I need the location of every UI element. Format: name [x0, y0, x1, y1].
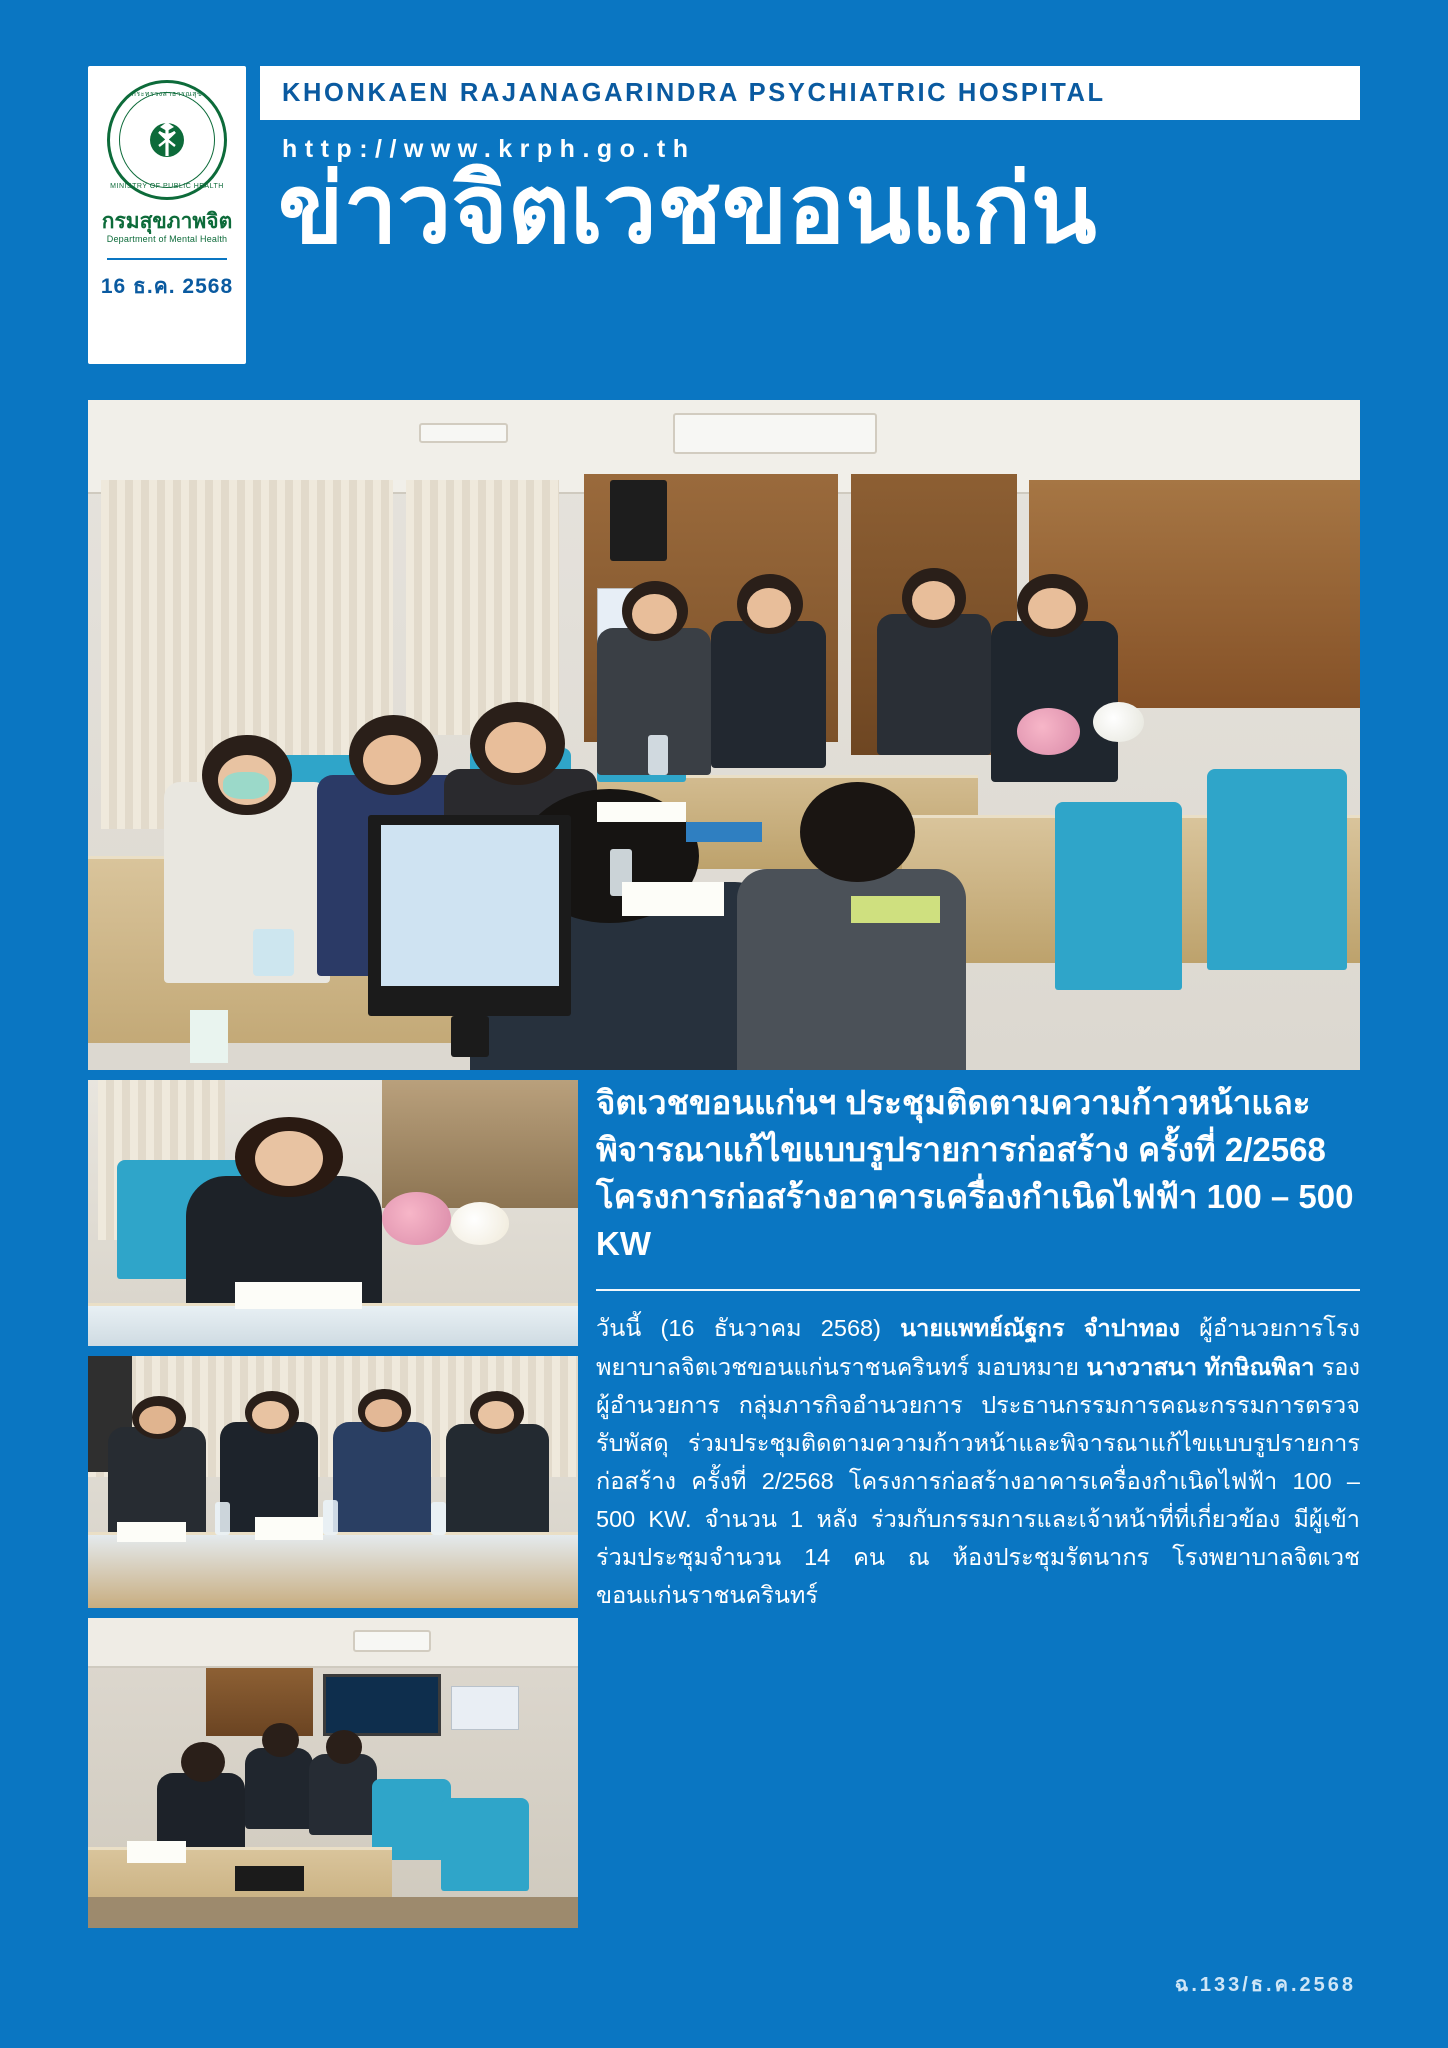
page-header: [88, 66, 1360, 366]
website-url[interactable]: http://www.krph.go.th: [282, 135, 696, 163]
body-run: รองผู้อำนวยการ กลุ่มภารกิจอำนวยการ ประธานกรรมการคณะกรรมการตรวจรับพัสดุ ร่วมประชุมติดตามความก้าวหน้าและพิจารณาแก้ไขแบบรูปรายการก่อสร้าง ครั้งที่ 2/2568 โครงการก่อสร้างอาคารเครื่องกำเนิดไฟฟ้า 100 – 500 KW. จำนวน 1 หลัง ร่วมกับกรรมการและเจ้าหน้าที่ที่เกี่ยวข้อง มีผู้เข้าร่วมประชุมจำนวน 14 คน ณ ห้องประชุมรัตนากร โรงพยาบาลจิตเวชขอนแก่นราชนครินทร์: [596, 1353, 1360, 1608]
body-emphasis: นางวาสนา ทักษิณพิลา: [1086, 1353, 1315, 1380]
committee-panel-photo: [88, 1356, 578, 1608]
deputy-director-photo: [88, 1080, 578, 1346]
logo-divider: [107, 258, 227, 260]
presentation-room-photo: [88, 1618, 578, 1928]
body-run: ผู้อำนวยการโรงพยาบาลจิตเวชขอนแก่นราชนครินทร์ มอบหมาย: [596, 1315, 1360, 1380]
ministry-seal-icon: [107, 80, 227, 200]
headline-divider: [596, 1289, 1360, 1291]
article-body: [596, 1309, 1360, 1614]
department-name-th: กรมสุขภาพจิต: [101, 210, 233, 233]
department-name-en: Department of Mental Health: [106, 234, 228, 245]
header-text-block: [260, 66, 1360, 261]
issue-footer: ฉ.133/ธ.ค.2568: [1174, 1974, 1356, 1996]
ministry-logo-box: [88, 66, 246, 364]
article-block: [596, 1080, 1360, 1614]
seal-top-label: กระทรวงสาธารณสุข: [131, 91, 203, 98]
meeting-room-wide-photo: [88, 400, 1360, 1070]
seal-inner-ring: [119, 92, 215, 188]
body-run: วันนี้ (16 ธันวาคม 2568): [596, 1315, 901, 1342]
seal-bottom-label: MINISTRY OF PUBLIC HEALTH: [110, 183, 224, 190]
masthead-title: ข่าวจิตเวชขอนแก่น: [278, 156, 1097, 263]
issue-date: 16 ธ.ค. 2568: [100, 275, 234, 299]
hospital-name: KHONKAEN RAJANAGARINDRA PSYCHIATRIC HOSPITAL: [260, 66, 1360, 120]
body-emphasis: นายแพทย์ณัฐกร จำปาทอง: [900, 1315, 1180, 1342]
caduceus-icon: [139, 112, 195, 168]
article-headline: จิตเวชขอนแก่นฯ ประชุมติดตามความก้าวหน้าและพิจารณาแก้ไขแบบรูปรายการก่อสร้าง ครั้งที่ 2/2568 โครงการก่อสร้างอาคารเครื่องกำเนิดไฟฟ้า 100 – 500 KW: [596, 1084, 1354, 1262]
